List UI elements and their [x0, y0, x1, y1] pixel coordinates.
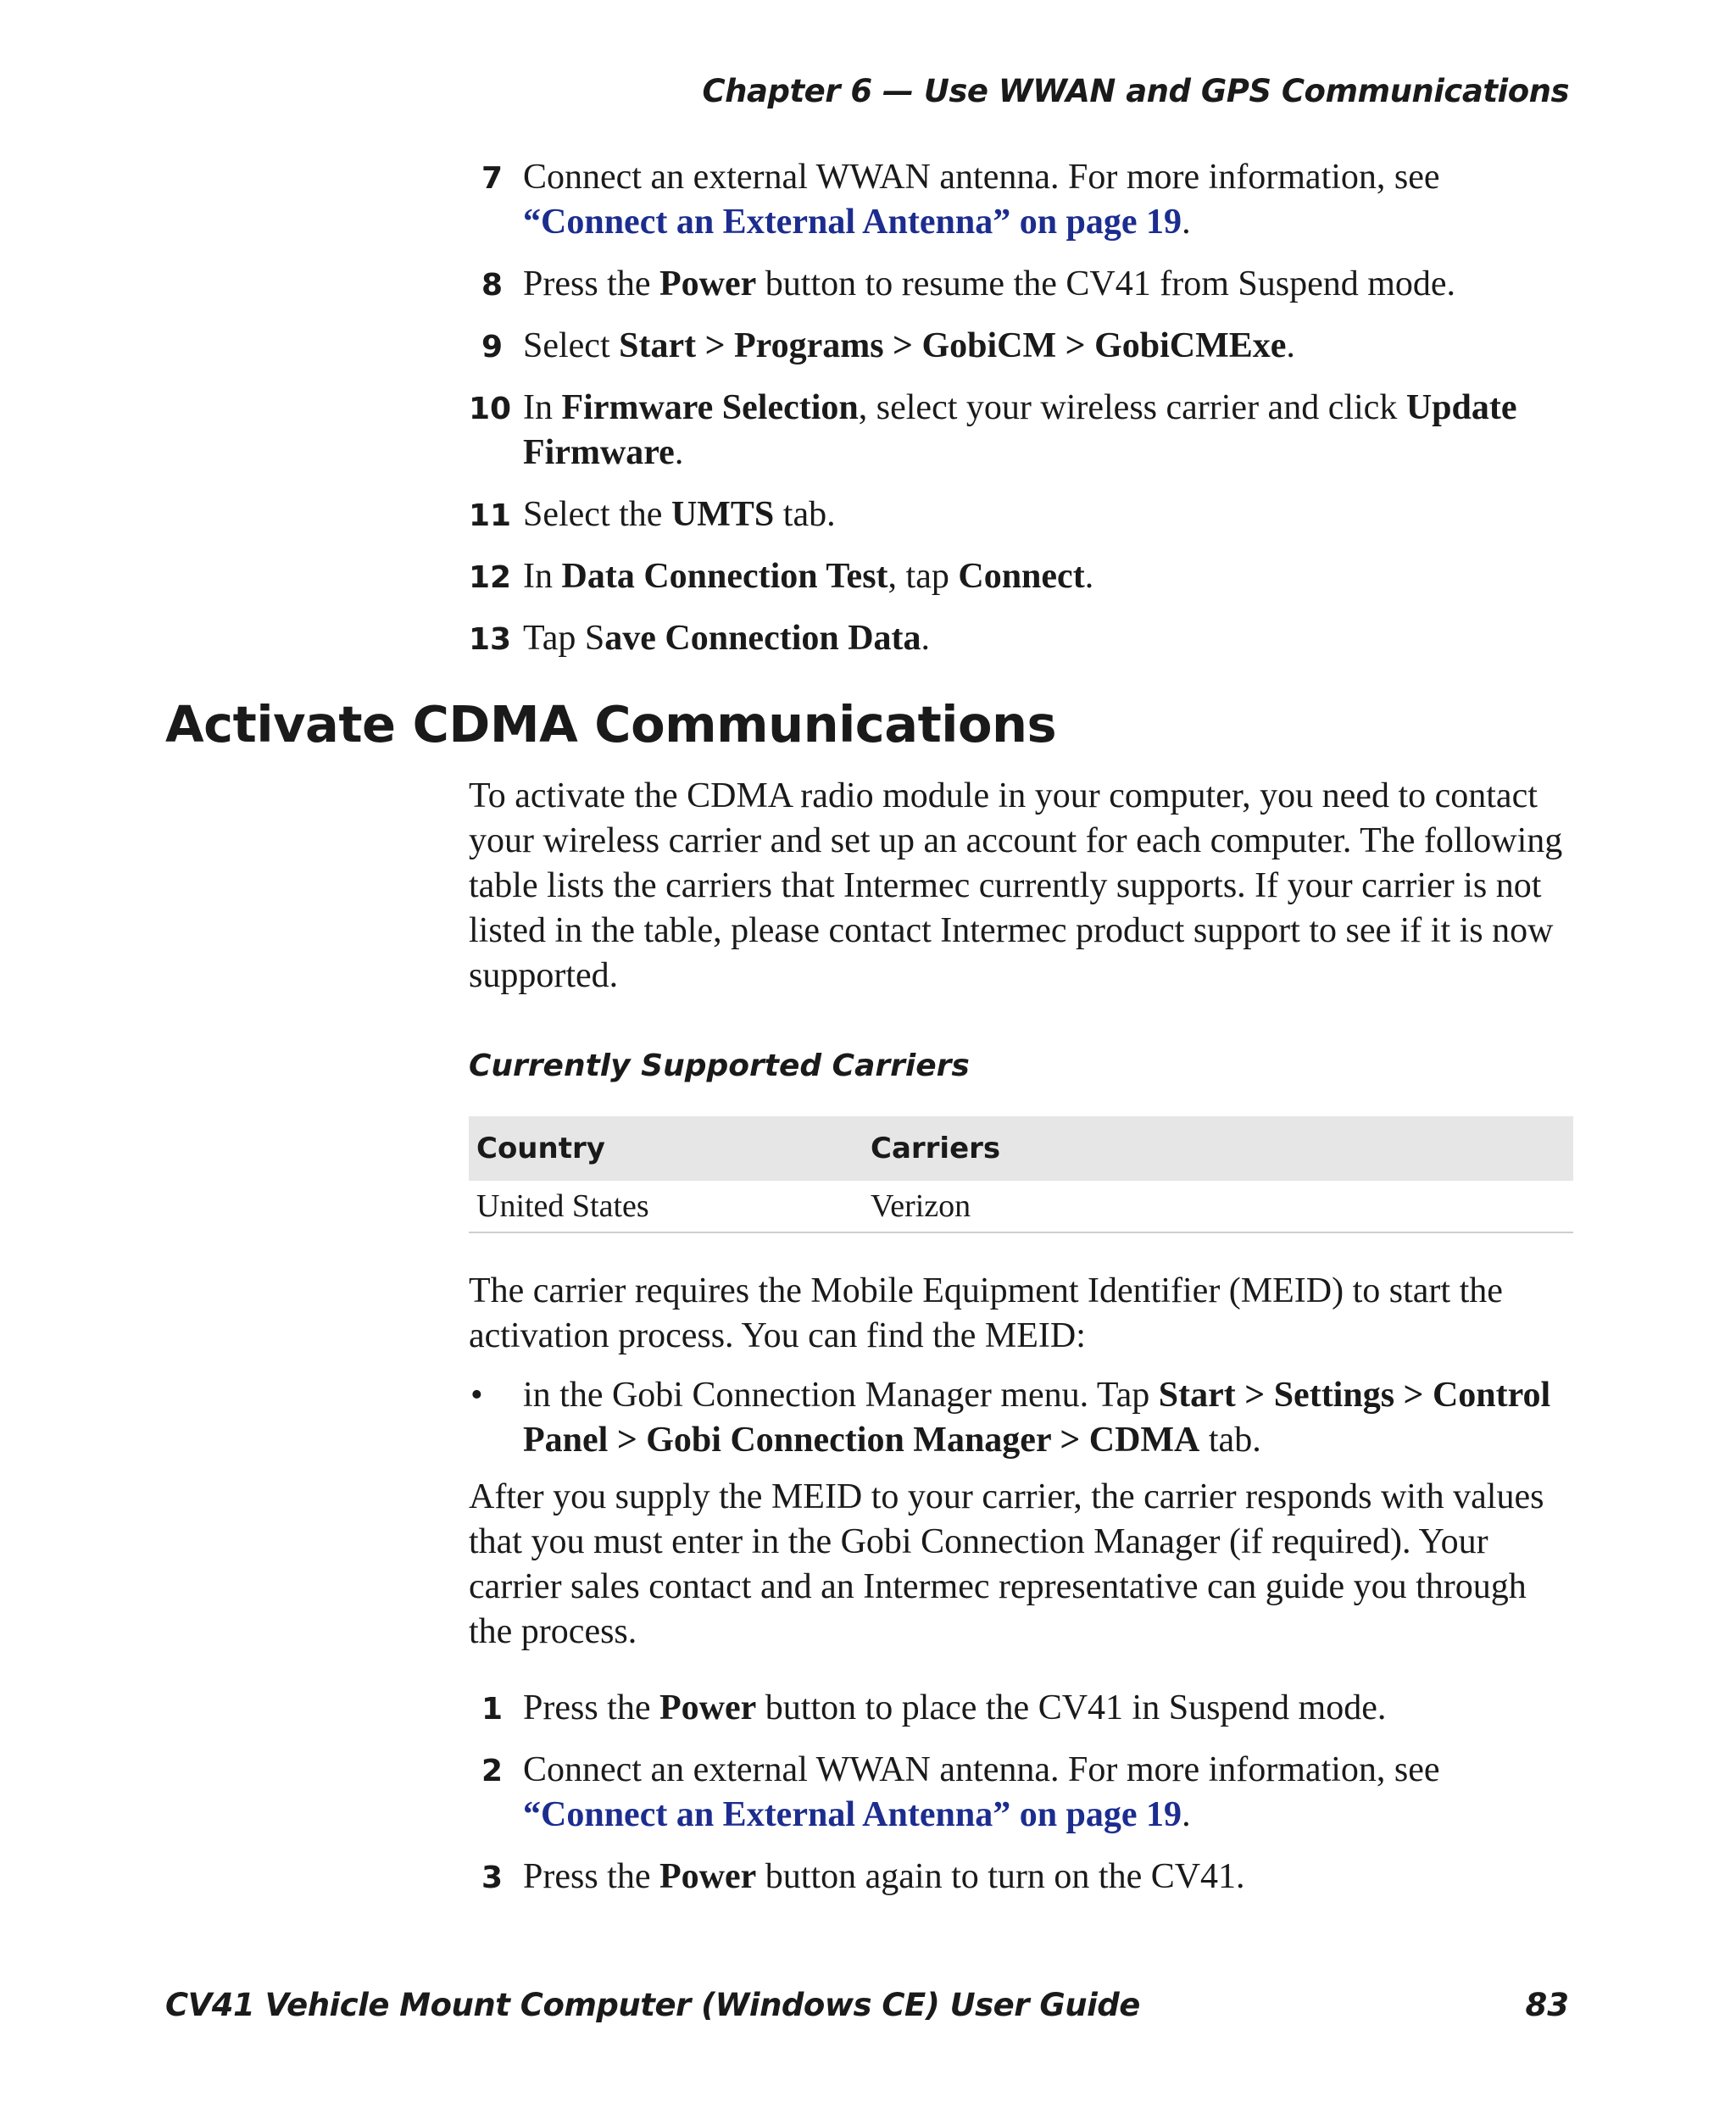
meid-location-list	[469, 1373, 1571, 1463]
after-meid-paragraph: After you supply the MEID to your carrier, the carrier responds with values that you must enter in the Gobi Connection Manager (if required). Your carrier sales contact and an Intermec representative can guide you through the process.	[469, 1477, 1544, 1651]
procedure-steps-bottom	[469, 1686, 1571, 1916]
step-number: 11	[469, 498, 512, 533]
footer-page-number: 83	[1525, 1987, 1569, 2023]
running-header: Chapter 6 — Use WWAN and GPS Communications	[702, 73, 1569, 109]
procedure-steps-top	[469, 155, 1571, 678]
step-number: 13	[469, 622, 512, 657]
step-item: 10 In Firmware Selection, select your wireless carrier and click Update Firmware.	[469, 388, 1517, 472]
step-item: 13 Tap Save Connection Data.	[469, 616, 1571, 661]
step-item: 12 In Data Connection Test, tap Connect.	[469, 554, 1571, 599]
list-item: • in the Gobi Connection Manager menu. Tap Start > Settings > Control Panel > Gobi Connection Manager > CDMA tab.	[469, 1373, 1571, 1463]
step-number: 3	[481, 1860, 503, 1895]
xref-link-connect-antenna[interactable]: “Connect an External Antenna” on page 19	[523, 1795, 1182, 1834]
cell-carrier: Verizon	[863, 1181, 1573, 1232]
step-number: 1	[481, 1692, 503, 1727]
step-number: 8	[481, 268, 503, 303]
cell-country: United States	[469, 1181, 863, 1232]
intro-paragraph: To activate the CDMA radio module in your computer, you need to contact your wireless carrier and set up an account for each computer. The following table lists the carriers that Intermec currently supports. If your carrier is not listed in the table, please contact Intermec product support to see if it is now supported.	[469, 776, 1563, 995]
column-header-country: Country	[469, 1116, 863, 1181]
step-item: 7 Connect an external WWAN antenna. For more information, see “Connect an External Antenna” on page 19.	[469, 155, 1571, 245]
meid-paragraph: The carrier requires the Mobile Equipment Identifier (MEID) to start the activation process. You can find the MEID:	[469, 1271, 1503, 1355]
step-item: 1 Press the Power button to place the CV41 in Suspend mode.	[469, 1686, 1571, 1731]
step-number: 2	[481, 1754, 503, 1788]
bullet-icon: •	[470, 1376, 483, 1415]
step-number: 10	[469, 392, 512, 426]
table-caption: Currently Supported Carriers	[469, 1048, 970, 1083]
step-item: 9 Select Start > Programs > GobiCM > GobiCMExe.	[469, 324, 1571, 369]
column-header-carriers: Carriers	[863, 1116, 1573, 1181]
table-row	[469, 1181, 1573, 1232]
step-number: 7	[481, 161, 503, 196]
step-item: 3 Press the Power button again to turn on the CV41.	[469, 1855, 1571, 1899]
step-item: 8 Press the Power button to resume the CV41 from Suspend mode.	[469, 262, 1571, 307]
step-item: 2 Connect an external WWAN antenna. For more information, see “Connect an External Antenna” on page 19.	[469, 1748, 1571, 1838]
footer-guide-title: CV41 Vehicle Mount Computer (Windows CE) User Guide	[165, 1987, 1140, 2023]
step-item: 11 Select the UMTS tab.	[469, 492, 1571, 537]
step-number: 12	[469, 560, 512, 595]
table-header-row	[469, 1116, 1573, 1181]
step-number: 9	[481, 330, 503, 364]
xref-link-connect-antenna[interactable]: “Connect an External Antenna” on page 19	[523, 203, 1182, 242]
carriers-table	[469, 1116, 1573, 1233]
section-title: Activate CDMA Communications	[165, 695, 1057, 754]
